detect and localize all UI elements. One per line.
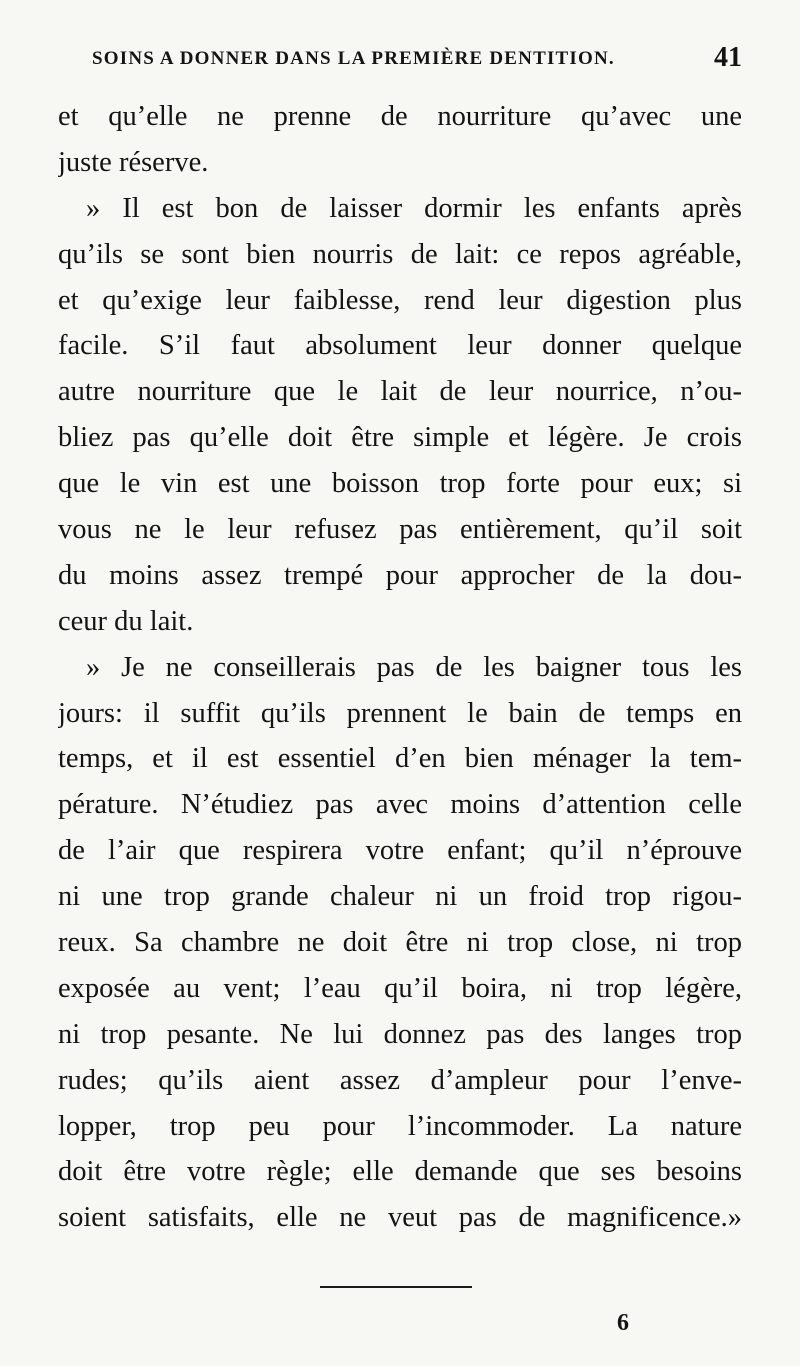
text-line: et qu’exige leur faiblesse, rend leur digestion plus: [58, 284, 742, 316]
text-line: rudes; qu’ils aient assez d’ampleur pour l’enve-: [58, 1064, 742, 1096]
text-line: soient satisfaits, elle ne veut pas de magnificence.»: [58, 1202, 742, 1234]
text-line: exposée au vent; l’eau qu’il boira, ni trop légère,: [58, 972, 742, 1004]
page-header: [92, 44, 742, 76]
text-line: lopper, trop peu pour l’incommoder. La nature: [58, 1110, 742, 1142]
text-line: jours: il suffit qu’ils prennent le bain de temps en: [58, 697, 742, 729]
page-body: [58, 94, 742, 1241]
text-line: temps, et il est essentiel d’en bien ménager la tem-: [58, 743, 742, 775]
text-line: ceur du lait.: [58, 605, 194, 637]
text-line: du moins assez trempé pour approcher de la dou-: [58, 559, 742, 591]
text-line: » Il est bon de laisser dormir les enfants après: [86, 192, 742, 224]
page-number: 41: [714, 42, 742, 73]
text-line: bliez pas qu’elle doit être simple et légère. Je crois: [58, 422, 742, 454]
text-line: que le vin est une boisson trop forte pour eux; si: [58, 468, 742, 500]
signature-mark: 6: [617, 1310, 629, 1336]
footnote-rule: [320, 1286, 472, 1288]
text-line: de l’air que respirera votre enfant; qu’il n’éprouve: [58, 835, 742, 867]
text-line: doit être votre règle; elle demande que ses besoins: [58, 1156, 742, 1188]
text-line: ni trop pesante. Ne lui donnez pas des langes trop: [58, 1018, 742, 1050]
text-line: » Je ne conseillerais pas de les baigner tous les: [86, 651, 742, 683]
text-line: ni une trop grande chaleur ni un froid trop rigou-: [58, 881, 742, 913]
text-line: et qu’elle ne prenne de nourriture qu’avec une: [58, 101, 742, 132]
text-line: facile. S’il faut absolument leur donner quelque: [58, 330, 742, 362]
text-line: vous ne le leur refusez pas entièrement, qu’il soit: [58, 514, 742, 546]
text-line: qu’ils se sont bien nourris de lait: ce repos agréable,: [58, 238, 742, 270]
text-line: juste réserve.: [58, 146, 209, 178]
text-line: reux. Sa chambre ne doit être ni trop close, ni trop: [58, 927, 742, 959]
text-line: pérature. N’étudiez pas avec moins d’attention celle: [58, 789, 742, 821]
running-title: SOINS A DONNER DANS LA PREMIÈRE DENTITION.: [92, 48, 615, 69]
text-line: autre nourriture que le lait de leur nourrice, n’ou-: [58, 376, 742, 408]
